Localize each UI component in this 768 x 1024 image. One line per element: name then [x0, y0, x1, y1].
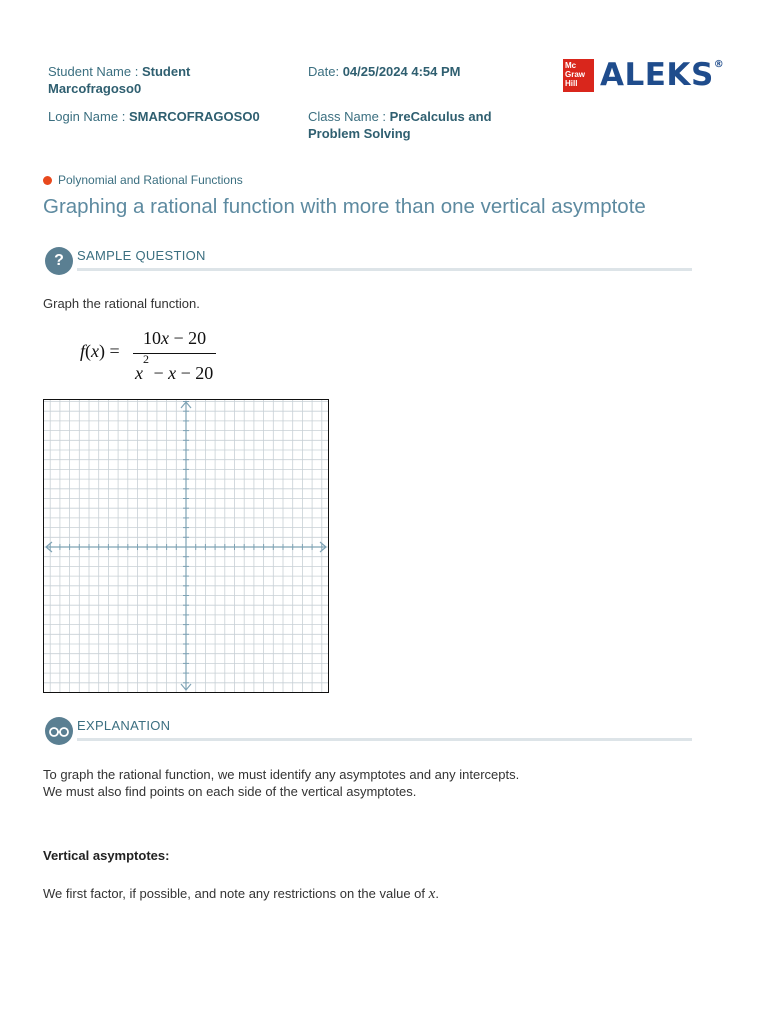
formula-numerator: 10x − 20 [143, 328, 207, 348]
class-name [308, 108, 538, 142]
student-name [48, 63, 248, 97]
mh-line1: Mc [565, 60, 577, 70]
explanation-line-2: We must also find points on each side of the vertical asymptotes. [43, 784, 417, 799]
section-divider [77, 268, 692, 271]
den-exponent: 2 [143, 352, 149, 366]
vertical-asymptotes-text [43, 885, 439, 903]
explanation-label: EXPLANATION [77, 718, 171, 733]
login-name-label: Login Name : [48, 109, 129, 124]
page-title: Graphing a rational function with more than one vertical asymptote [43, 195, 646, 218]
formula-denominator: $x^2 - x - 20$ [135, 352, 214, 383]
graph-canvas[interactable] [43, 399, 329, 693]
question-prompt: Graph the rational function. [43, 296, 200, 311]
glasses-icon [45, 717, 73, 745]
topic-label: Polynomial and Rational Functions [58, 173, 243, 187]
aleks-brand [600, 57, 724, 93]
registered-mark: ® [713, 59, 725, 70]
mh-line3: Hill [565, 78, 578, 88]
vertical-asymptotes-heading: Vertical asymptotes: [43, 848, 170, 863]
sample-question-header [43, 246, 693, 278]
class-name-value: PreCalculus and Problem Solving [308, 109, 492, 141]
mcgraw-hill-logo [563, 59, 594, 92]
va-text-body: We first factor, if possible, and note any restrictions on the value of [43, 886, 429, 901]
date-value: 04/25/2024 4:54 PM [342, 64, 461, 79]
mh-line2: Graw [565, 69, 586, 79]
student-name-value: Student Marcofragoso0 [48, 64, 191, 96]
va-text-end: . [435, 886, 439, 901]
formula-lhs: f(x) = [80, 341, 120, 361]
section-divider [77, 738, 692, 741]
question-icon: ? [45, 247, 73, 275]
aleks-logo [563, 58, 724, 92]
sample-question-label: SAMPLE QUESTION [77, 248, 206, 263]
explanation-header [43, 716, 693, 748]
login-name-value: SMARCOFRAGOSO0 [128, 109, 260, 124]
topic-dot-icon [43, 176, 52, 185]
student-name-label: Student Name : [48, 64, 142, 79]
login-name [48, 108, 298, 125]
date [308, 63, 548, 80]
coordinate-grid[interactable] [44, 400, 328, 692]
va-variable: x [428, 886, 436, 902]
explanation-line-1: To graph the rational function, we must identify any asymptotes and any intercepts. [43, 767, 520, 782]
class-name-label: Class Name : [308, 109, 390, 124]
den-var: x [135, 363, 143, 383]
date-label: Date: [308, 64, 343, 79]
aleks-brand-text: ALEKS [600, 57, 714, 93]
topic-breadcrumb [43, 173, 243, 187]
